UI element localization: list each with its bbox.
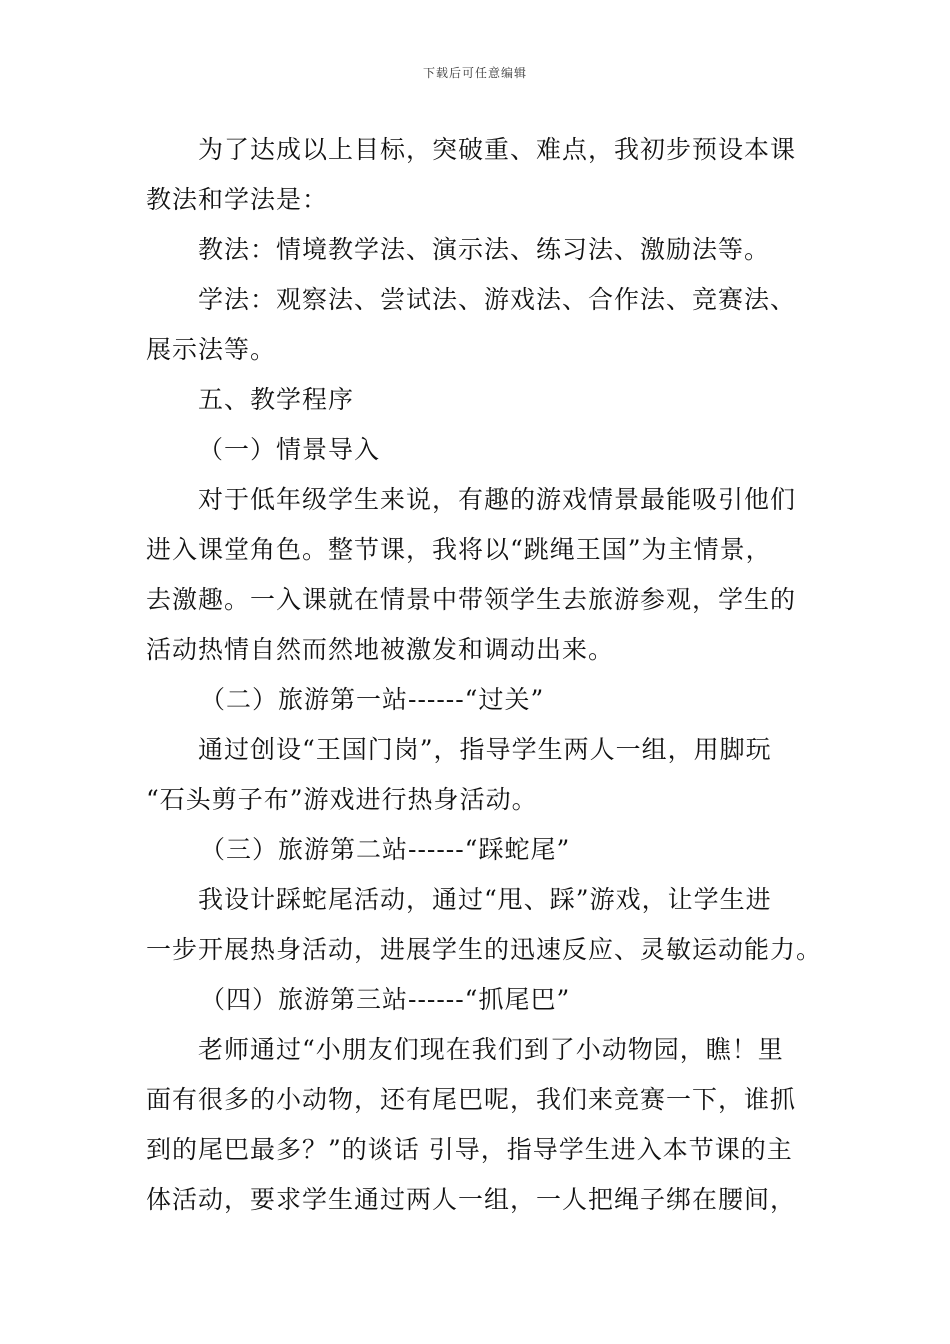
- paragraph-line: 对于低年级学生来说，有趣的游戏情景最能吸引他们: [198, 485, 797, 514]
- paragraph-line: 一步开展热身活动，进展学生的迅速反应、灵敏运动能力。: [146, 935, 823, 964]
- paragraph-line: 去激趣。一入课就在情景中带领学生去旅游参观，学生的: [146, 585, 797, 614]
- subsection-heading: （三）旅游第二站------“踩蛇尾”: [200, 835, 571, 864]
- paragraph-line: 展示法等。: [146, 335, 277, 364]
- subsection-heading: （一）情景导入: [198, 435, 381, 464]
- paragraph-line: 到的尾巴最多？”的谈话 引导，指导学生进入本节课的主: [146, 1135, 793, 1164]
- paragraph-line: 教法和学法是：: [146, 185, 329, 214]
- subsection-heading: （二）旅游第一站------“过关”: [200, 685, 545, 714]
- paragraph-line: “石头剪子布”游戏进行热身活动。: [146, 785, 538, 814]
- page-header: 下载后可任意编辑: [422, 66, 527, 80]
- paragraph-line: 通过创设“王国门岗”，指导学生两人一组，用脚玩: [198, 735, 772, 764]
- paragraph-line: 我设计踩蛇尾活动，通过“甩、踩”游戏，让学生进: [198, 885, 772, 914]
- subsection-heading: （四）旅游第三站------“抓尾巴”: [200, 985, 571, 1014]
- paragraph-line: 教法：情境教学法、演示法、练习法、激励法等。: [198, 235, 771, 264]
- paragraph-line: 学法：观察法、尝试法、游戏法、合作法、竞赛法、: [198, 285, 797, 314]
- paragraph-line: 为了达成以上目标，突破重、难点，我初步预设本课: [198, 135, 797, 164]
- paragraph-line: 活动热情自然而然地被激发和调动出来。: [146, 635, 615, 664]
- paragraph-line: 进入课堂角色。整节课，我将以“跳绳王国”为主情景，: [146, 535, 772, 564]
- paragraph-line: 体活动，要求学生通过两人一组，一人把绳子绑在腰间，: [146, 1185, 797, 1214]
- section-heading: 五、教学程序: [198, 385, 355, 414]
- paragraph-line: 老师通过“小朋友们现在我们到了小动物园，瞧！里: [198, 1035, 784, 1064]
- paragraph-line: 面有很多的小动物，还有尾巴呢，我们来竞赛一下，谁抓: [146, 1085, 797, 1114]
